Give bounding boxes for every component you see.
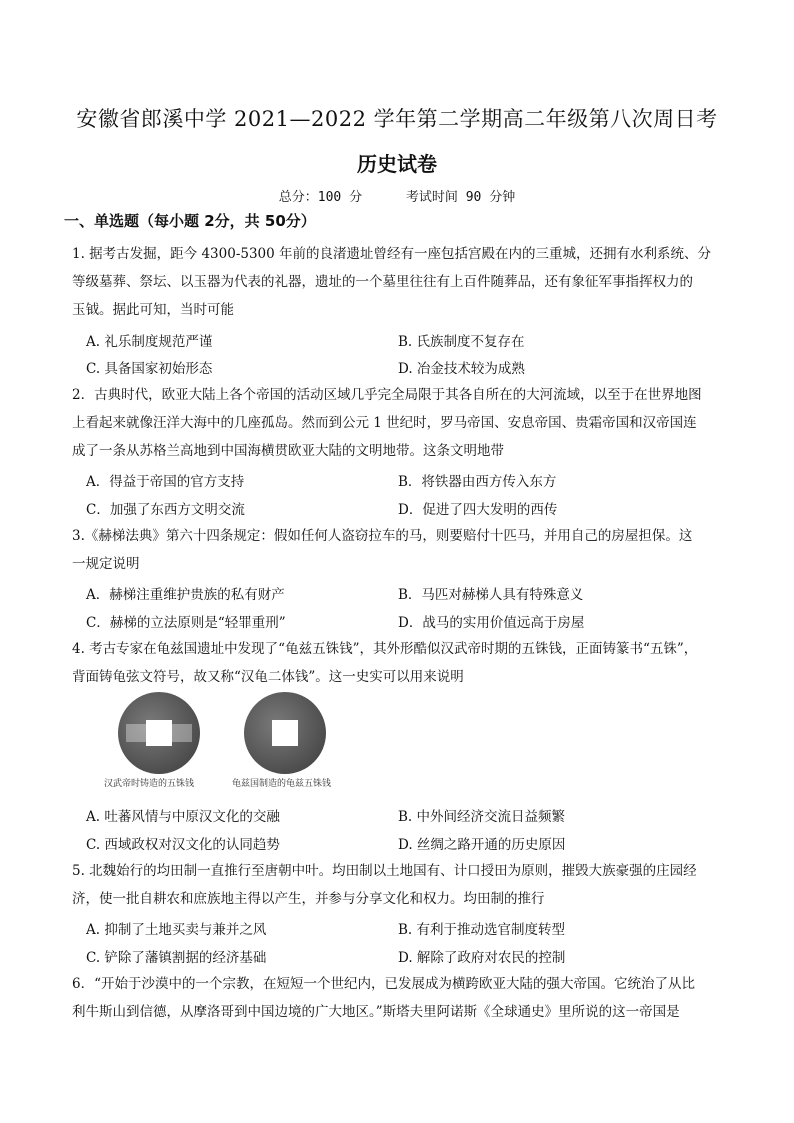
q3-option-a: A．赫梯注重维护贵族的私有财产	[86, 587, 285, 603]
q5-option-d: D. 解除了政府对农民的控制	[398, 950, 566, 966]
q5-option-c: C. 铲除了藩镇割据的经济基础	[86, 950, 267, 966]
q4-option-c: C. 西域政权对汉文化的认同趋势	[86, 837, 280, 853]
question-line: 3.《赫梯法典》第六十四条规定：假如任何人盗窃拉车的马，则要赔付十匹马，并用自己的房屋担保。这	[72, 528, 693, 544]
section-heading: 一、单选题（每小题 2分，共 50分）	[64, 212, 316, 230]
q2-option-c: C．加强了东西方文明交流	[86, 502, 245, 518]
exam-subtitle: 历史试卷	[357, 152, 437, 176]
question-line: 上看起来就像汪洋大海中的几座孤岛。然而到公元 1 世纪时，罗马帝国、安息帝国、贵霜帝国和汉帝国连	[72, 415, 697, 431]
question-6-stem	[72, 970, 727, 1026]
q1-option-b: B. 氏族制度不复存在	[398, 334, 525, 350]
q4-option-d: D. 丝绸之路开通的历史原因	[398, 837, 566, 853]
q4-option-b: B. 中外间经济交流日益频繁	[398, 809, 566, 825]
question-line: 5. 北魏始行的均田制一直推行至唐朝中叶。均田制以土地国有、计口授田为原则，摧毁大族豪强的庄园经	[72, 863, 697, 879]
question-3-stem	[72, 522, 727, 578]
coin-hole	[272, 720, 298, 746]
q3-option-b: B．马匹对赫梯人具有特殊意义	[398, 587, 584, 603]
question-line: 4. 考古专家在龟兹国遗址中发现了“龟兹五铢钱”，其外形酷似汉武帝时期的五铢钱，正面铸篆书“五铢”，	[72, 641, 698, 657]
q5-option-a: A. 抑制了土地买卖与兼并之风	[86, 922, 267, 938]
coin-caption-right: 龟兹国制造的龟兹五铢钱	[232, 779, 332, 789]
coin-figure	[104, 692, 364, 792]
q2-option-b: B．将铁器由西方传入东方	[398, 474, 557, 490]
coin-hole	[146, 720, 172, 746]
question-line: 利牛斯山到信德，从摩洛哥到中国边境的广大地区。”斯塔夫里阿诺斯《全球通史》里所说的这一帝国是	[72, 1004, 680, 1020]
q5-option-b: B. 有利于推动选官制度转型	[398, 922, 566, 938]
question-line: 1. 据考古发掘，距今 4300-5300 年前的良渚遗址曾经有一座包括宫殿在内的三重城，还拥有水利系统、分	[72, 246, 712, 262]
coin-caption-left: 汉武帝时铸造的五铢钱	[104, 779, 195, 789]
question-line: 成了一条从苏格兰高地到中国海横贯欧亚大陆的文明地带。这条文明地带	[72, 443, 504, 459]
q3-option-d: D．战马的实用价值远高于房屋	[398, 615, 585, 631]
q2-option-a: A．得益于帝国的官方支持	[86, 474, 245, 490]
question-line: 6．“开始于沙漠中的一个宗教，在短短一个世纪内，已发展成为横跨欧亚大陆的强大帝国。它统治了从比	[72, 976, 695, 992]
question-line: 2．古典时代，欧亚大陆上各个帝国的活动区域几乎完全局限于其各自所在的大河流域，以至于在世界地图	[72, 387, 702, 403]
q1-option-a: A. 礼乐制度规范严谨	[86, 334, 213, 350]
question-line: 一规定说明	[72, 556, 140, 572]
q1-option-c: C. 具备国家初始形态	[86, 361, 213, 377]
q3-option-c: C．赫梯的立法原则是“轻罪重刑”	[86, 615, 286, 631]
wuzhu-coin-image	[118, 692, 200, 774]
exam-time: 考试时间 90 分钟	[405, 190, 516, 205]
qiuci-coin-image	[244, 692, 326, 774]
exam-meta	[0, 186, 794, 205]
q1-option-d: D. 冶金技术较为成熟	[398, 361, 525, 377]
total-score: 总分：100 分	[278, 190, 363, 205]
question-4-stem	[72, 635, 727, 691]
question-line: 济，使一批自耕农和庶族地主得以产生，并参与分享文化和权力。均田制的推行	[72, 891, 545, 907]
q4-option-a: A. 吐蕃风情与中原汉文化的交融	[86, 809, 280, 825]
question-line: 等级墓葬、祭坛、以玉器为代表的礼器，遗址的一个墓里往往有上百件随葬品，还有象征军事指挥权力的	[72, 274, 693, 290]
question-1-stem	[72, 240, 727, 324]
question-2-stem	[72, 381, 727, 465]
question-line: 背面铸龟弦文符号，故又称“汉龟二体钱”。这一史实可以用来说明	[72, 669, 464, 685]
question-5-stem	[72, 857, 727, 913]
question-line: 玉钺。据此可知，当时可能	[72, 302, 234, 318]
exam-title: 安徽省郎溪中学 2021—2022 学年第二学期高二年级第八次周日考	[76, 107, 718, 131]
q2-option-d: D．促进了四大发明的西传	[398, 502, 558, 518]
